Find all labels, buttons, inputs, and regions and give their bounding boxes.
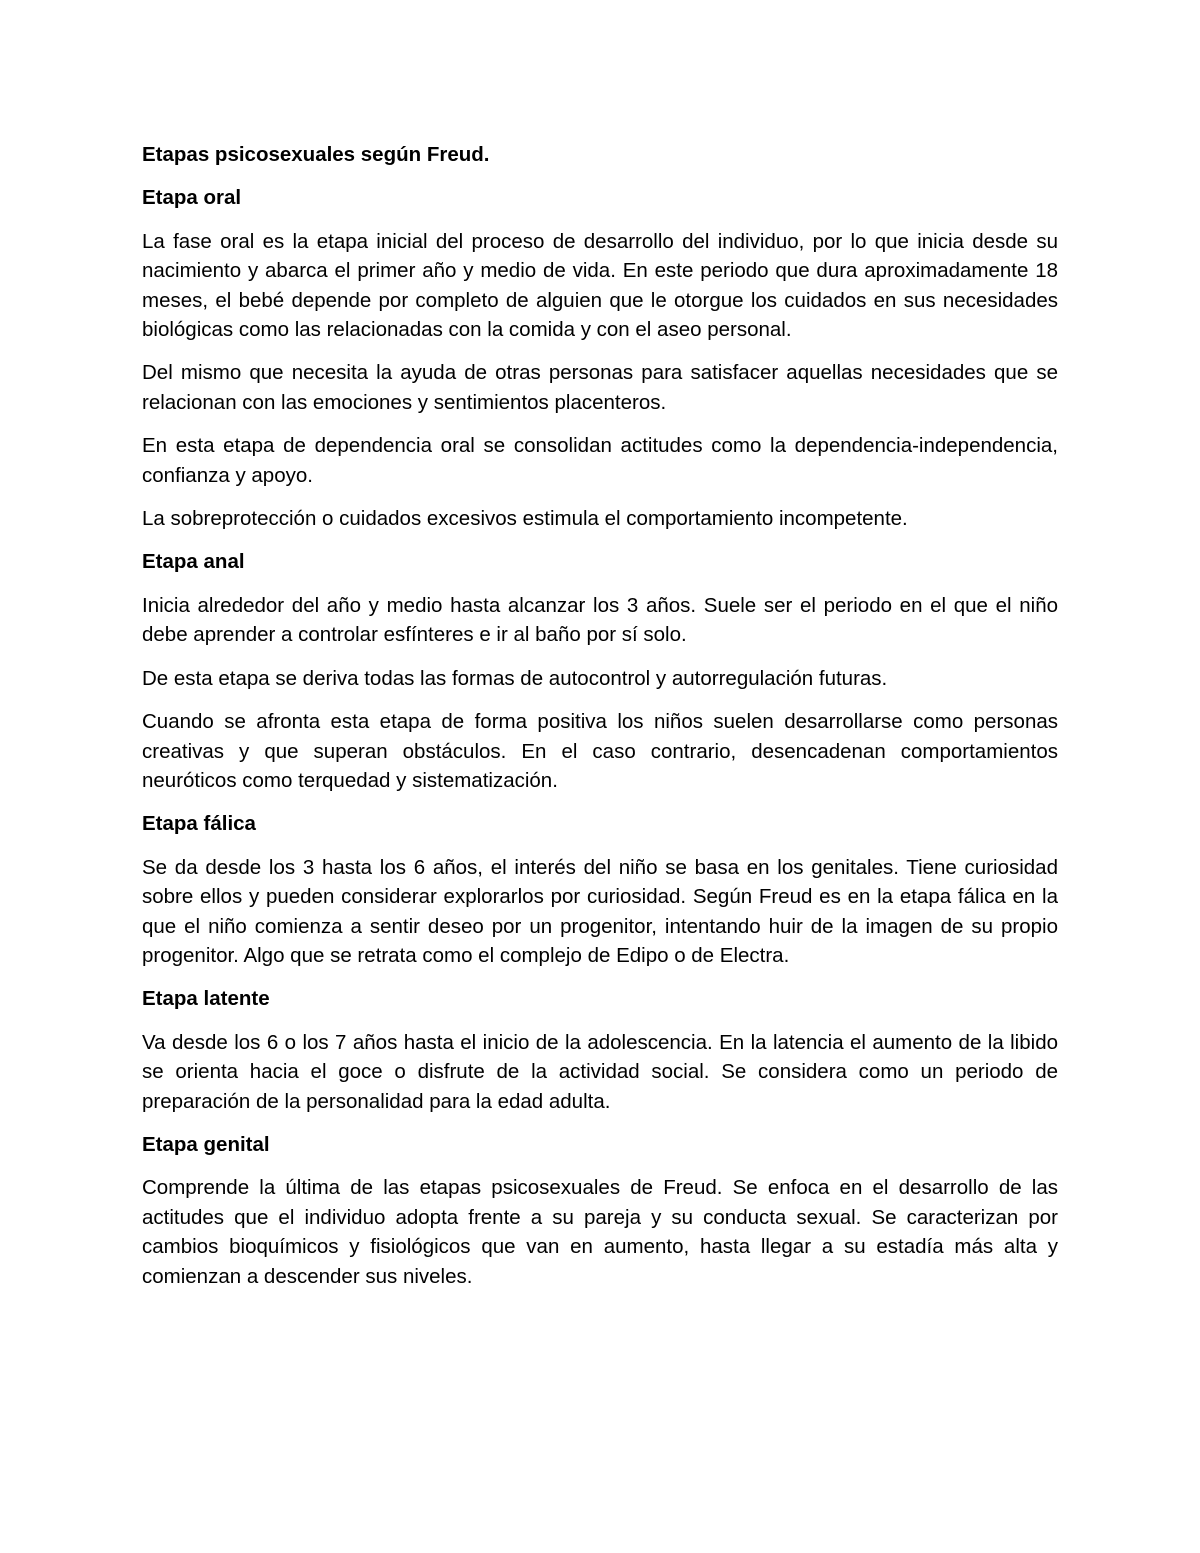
paragraph: En esta etapa de dependencia oral se consolidan actitudes como la dependencia-independencia, confianza y apoyo. bbox=[142, 434, 1058, 487]
paragraph: La fase oral es la etapa inicial del proceso de desarrollo del individuo, por lo que inicia desde su nacimiento y abarca el primer año y medio de vida. En este periodo que dura aproximadamente 18 meses, el bebé depende por completo de alguien que le otorgue los cuidados en sus necesidades biológicas como las relacionadas con la comida y con el aseo personal. bbox=[142, 229, 1058, 342]
section-etapa-falica bbox=[142, 809, 1058, 970]
paragraph: Va desde los 6 o los 7 años hasta el inicio de la adolescencia. En la latencia el aumento de la libido se orienta hacia el goce o disfrute de la actividad social. Se considera como un periodo de preparación de la personalidad para la edad adulta. bbox=[142, 1030, 1058, 1113]
paragraph: Inicia alrededor del año y medio hasta alcanzar los 3 años. Suele ser el periodo en el que el niño debe aprender a controlar esfínteres e ir al baño por sí solo. bbox=[142, 593, 1058, 647]
section-heading: Etapa oral bbox=[142, 186, 242, 210]
section-etapa-oral bbox=[142, 183, 1058, 533]
paragraph: Comprende la última de las etapas psicosexuales de Freud. Se enfoca en el desarrollo de las actitudes que el individuo adopta frente a su pareja y su conducta sexual. Se caracterizan por cambios bioquímicos y fisiológicos que van en aumento, hasta llegar a su estadía más alta y comienzan a descender sus niveles. bbox=[142, 1176, 1058, 1288]
paragraph: La sobreprotección o cuidados excesivos estimula el comportamiento incompetente. bbox=[142, 507, 908, 531]
paragraph: De esta etapa se deriva todas las formas de autocontrol y autorregulación futuras. bbox=[142, 666, 888, 690]
section-heading: Etapa genital bbox=[142, 1132, 270, 1156]
section-heading: Etapa anal bbox=[142, 550, 245, 574]
section-etapa-latente bbox=[142, 984, 1058, 1116]
section-heading: Etapa latente bbox=[142, 987, 270, 1011]
paragraph: Del mismo que necesita la ayuda de otras personas para satisfacer aquellas necesidades que se relacionan con las emociones y sentimientos placenteros. bbox=[142, 361, 1058, 414]
section-heading: Etapa fálica bbox=[142, 812, 256, 836]
document-page bbox=[142, 140, 1058, 1305]
paragraph: Se da desde los 3 hasta los 6 años, el interés del niño se basa en los genitales. Tiene curiosidad sobre ellos y pueden considerar explorarlos por curiosidad. Según Freud es en la etapa fálica en la que el niño comienza a sentir deseo por un progenitor, intentando huir de la imagen de su propio progenitor. Algo que se retrata como el complejo de Edipo o de Electra. bbox=[142, 855, 1058, 967]
section-etapa-genital bbox=[142, 1130, 1058, 1291]
section-etapa-anal bbox=[142, 547, 1058, 795]
paragraph: Cuando se afronta esta etapa de forma positiva los niños suelen desarrollarse como personas creativas y que superan obstáculos. En el caso contrario, desencadenan comportamientos neuróticos como terquedad y sistematización. bbox=[142, 710, 1058, 792]
document-title: Etapas psicosexuales según Freud. bbox=[142, 143, 490, 166]
